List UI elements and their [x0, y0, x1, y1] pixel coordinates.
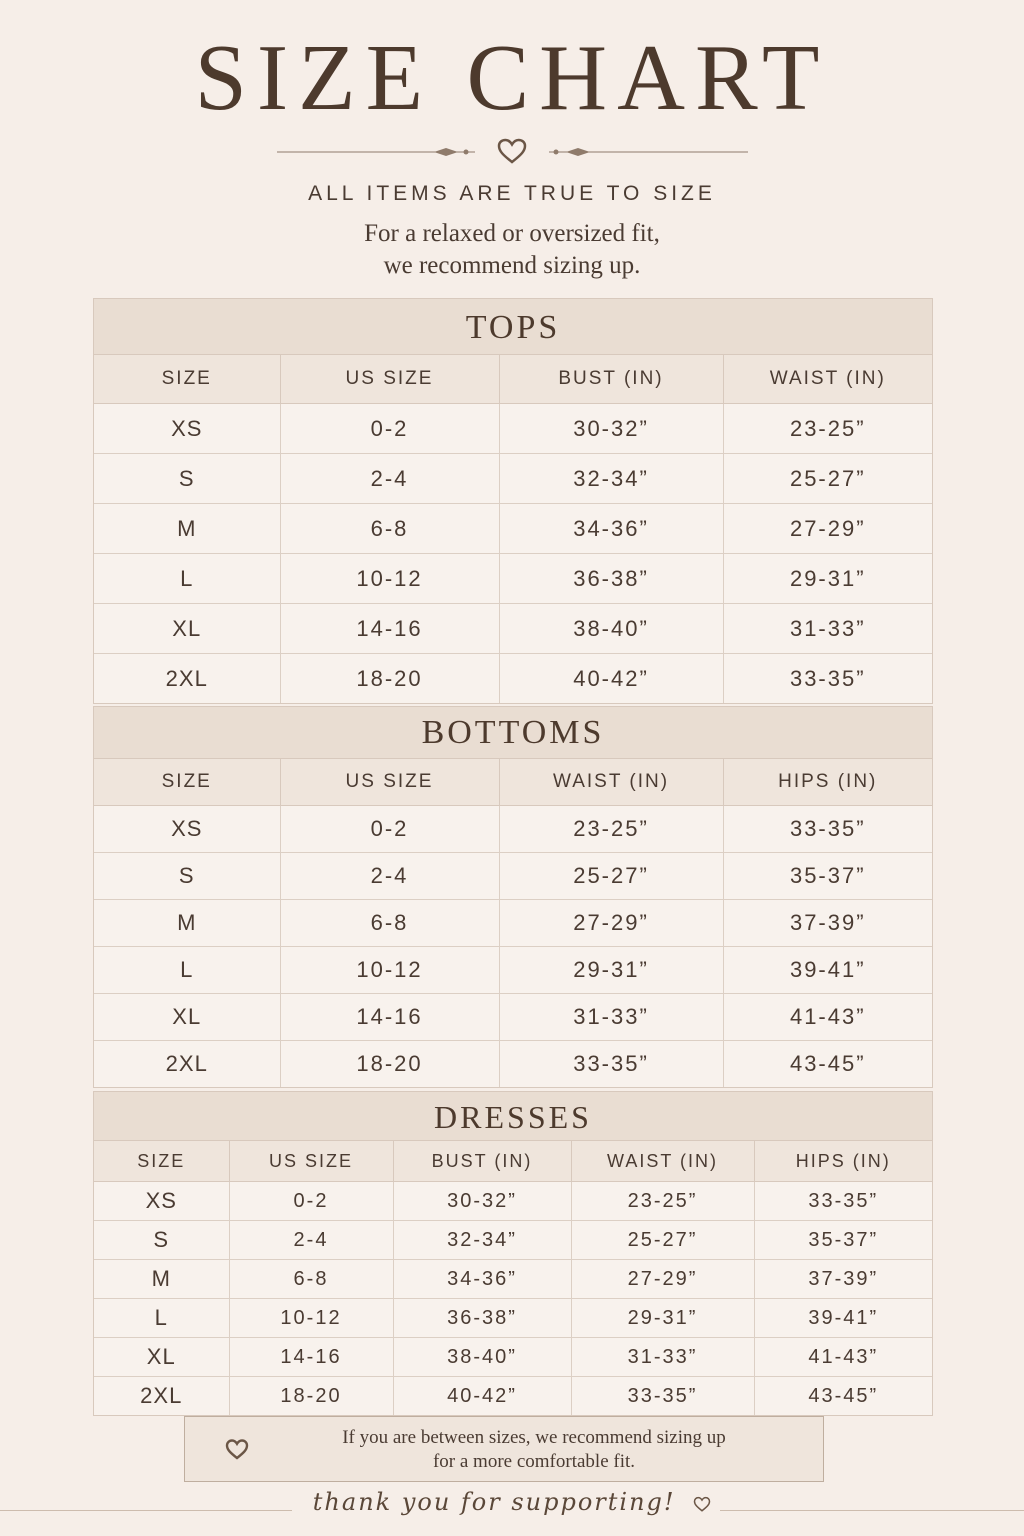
- table-cell: 39-41”: [754, 1299, 932, 1338]
- table-cell: 27-29”: [723, 504, 932, 554]
- table-cell: M: [94, 504, 280, 554]
- table-cell: 2XL: [94, 654, 280, 704]
- table-cell: 30-32”: [393, 1182, 571, 1221]
- column-header: US SIZE: [280, 759, 499, 806]
- table-cell: 27-29”: [499, 900, 723, 947]
- table-header-row: [94, 355, 932, 404]
- table-cell: 14-16: [229, 1338, 393, 1377]
- table-cell: 33-35”: [571, 1377, 754, 1416]
- note-line: If you are between sizes, we recommend sizing up: [342, 1427, 726, 1448]
- table-cell: L: [94, 554, 280, 604]
- footer-message: [0, 1488, 1024, 1516]
- bottoms-table: [94, 759, 932, 1087]
- table-cell: 41-43”: [723, 994, 932, 1041]
- table-cell: L: [94, 1299, 229, 1338]
- table-cell: 37-39”: [723, 900, 932, 947]
- bottoms-section: [93, 706, 933, 1088]
- column-header: HIPS (IN): [723, 759, 932, 806]
- table-cell: 29-31”: [499, 947, 723, 994]
- table-cell: 35-37”: [723, 853, 932, 900]
- column-header: US SIZE: [229, 1141, 393, 1182]
- table-cell: 6-8: [280, 504, 499, 554]
- table-cell: 30-32”: [499, 404, 723, 454]
- table-cell: 36-38”: [393, 1299, 571, 1338]
- tops-section: [93, 298, 933, 704]
- column-header: BUST (IN): [499, 355, 723, 404]
- dresses-section: [93, 1091, 933, 1416]
- column-header: SIZE: [94, 759, 280, 806]
- table-row: [94, 504, 932, 554]
- subtitle-line: For a relaxed or oversized fit,: [364, 220, 660, 247]
- table-cell: 32-34”: [499, 454, 723, 504]
- table-row: [94, 1221, 932, 1260]
- table-cell: 23-25”: [499, 806, 723, 853]
- table-cell: 2-4: [229, 1221, 393, 1260]
- table-cell: XL: [94, 1338, 229, 1377]
- table-cell: 18-20: [229, 1377, 393, 1416]
- table-cell: 33-35”: [754, 1182, 932, 1221]
- tops-table: [94, 355, 932, 703]
- tops-title: TOPS: [94, 299, 932, 355]
- table-cell: 0-2: [280, 404, 499, 454]
- table-cell: 2XL: [94, 1377, 229, 1416]
- table-cell: 2XL: [94, 1041, 280, 1088]
- note-text: [275, 1426, 793, 1474]
- heart-icon: [225, 1437, 249, 1461]
- bottoms-title: BOTTOMS: [94, 707, 932, 759]
- table-cell: 41-43”: [754, 1338, 932, 1377]
- table-cell: 43-45”: [808, 1384, 879, 1407]
- table-row: [94, 1338, 932, 1377]
- column-header: WAIST (IN): [723, 355, 932, 404]
- table-cell: 38-40”: [393, 1338, 571, 1377]
- table-cell: 23-25”: [571, 1182, 754, 1221]
- table-row: [94, 853, 932, 900]
- table-cell: 31-33”: [723, 604, 932, 654]
- table-row: [94, 404, 932, 454]
- table-cell: 6-8: [280, 900, 499, 947]
- column-header: US SIZE: [280, 355, 499, 404]
- subtitle-line: we recommend sizing up.: [383, 252, 641, 279]
- table-row: [94, 1182, 932, 1221]
- column-header: SIZE: [94, 355, 280, 404]
- page-title: SIZE CHART: [194, 26, 830, 130]
- table-row: [94, 554, 932, 604]
- table-cell: 35-37”: [754, 1221, 932, 1260]
- footer-text: thank you for supporting!: [312, 1488, 676, 1516]
- table-cell: XL: [94, 994, 280, 1041]
- table-cell: 10-12: [280, 554, 499, 604]
- table-cell: 14-16: [280, 994, 499, 1041]
- table-cell: 33-35”: [499, 1041, 723, 1088]
- table-cell: 36-38”: [499, 554, 723, 604]
- subtitle: [0, 218, 1024, 282]
- table-cell: S: [94, 454, 280, 504]
- table-cell: 25-27”: [499, 853, 723, 900]
- table-cell: L: [94, 947, 280, 994]
- table-cell: 37-39”: [754, 1260, 932, 1299]
- column-header: BUST (IN): [393, 1141, 571, 1182]
- table-cell: 40-42”: [499, 654, 723, 704]
- table-cell: 38-40”: [499, 604, 723, 654]
- table-cell: 33-35”: [789, 665, 866, 691]
- table-cell: 29-31”: [571, 1299, 754, 1338]
- column-header: SIZE: [94, 1141, 229, 1182]
- table-cell: 43-45”: [789, 1051, 866, 1076]
- table-cell: 31-33”: [499, 994, 723, 1041]
- table-row: [94, 1260, 932, 1299]
- table-cell: 18-20: [280, 654, 499, 704]
- dresses-table: [94, 1141, 932, 1415]
- table-row: [94, 454, 932, 504]
- table-cell: 2-4: [280, 853, 499, 900]
- table-row: [94, 900, 932, 947]
- dresses-title: DRESSES: [94, 1092, 932, 1141]
- table-cell: 0-2: [280, 806, 499, 853]
- table-cell: 27-29”: [571, 1260, 754, 1299]
- table-cell: 25-27”: [723, 454, 932, 504]
- table-row: [94, 1041, 932, 1088]
- table-row: [94, 654, 932, 704]
- table-cell: 29-31”: [723, 554, 932, 604]
- heart-icon: [499, 140, 525, 162]
- table-cell: 25-27”: [571, 1221, 754, 1260]
- table-cell: 23-25”: [723, 404, 932, 454]
- table-cell: 14-16: [280, 604, 499, 654]
- note-line: for a more comfortable fit.: [432, 1451, 636, 1472]
- table-cell: 33-35”: [723, 806, 932, 853]
- table-cell: M: [94, 1260, 229, 1299]
- table-cell: M: [94, 900, 280, 947]
- table-cell: 0-2: [229, 1182, 393, 1221]
- table-cell: 10-12: [280, 947, 499, 994]
- table-cell: 18-20: [280, 1041, 499, 1088]
- column-header: WAIST (IN): [499, 759, 723, 806]
- table-cell: 34-36”: [393, 1260, 571, 1299]
- table-cell: 10-12: [229, 1299, 393, 1338]
- table-cell: S: [94, 853, 280, 900]
- ornamental-divider: [0, 136, 1024, 168]
- column-header: HIPS (IN): [754, 1141, 932, 1182]
- table-cell: XL: [94, 604, 280, 654]
- table-cell: 39-41”: [723, 947, 932, 994]
- table-row: [94, 1299, 932, 1338]
- table-cell: 31-33”: [571, 1338, 754, 1377]
- table-cell: 40-42”: [393, 1377, 571, 1416]
- table-row: [94, 947, 932, 994]
- table-cell: 34-36”: [499, 504, 723, 554]
- table-cell: 6-8: [229, 1260, 393, 1299]
- table-cell: XS: [94, 404, 280, 454]
- table-row: [94, 604, 932, 654]
- sizing-note: [184, 1416, 824, 1482]
- table-row: [94, 994, 932, 1041]
- heart-icon: [693, 1495, 711, 1513]
- tagline: ALL ITEMS ARE TRUE TO SIZE: [308, 182, 716, 205]
- table-cell: S: [94, 1221, 229, 1260]
- table-row: [94, 1377, 932, 1416]
- table-header-row: [94, 759, 932, 806]
- table-cell: 2-4: [280, 454, 499, 504]
- table-cell: 32-34”: [393, 1221, 571, 1260]
- table-cell: XS: [94, 1182, 229, 1221]
- table-header-row: [94, 1141, 932, 1182]
- table-row: [94, 806, 932, 853]
- table-cell: XS: [94, 806, 280, 853]
- column-header: WAIST (IN): [571, 1141, 754, 1182]
